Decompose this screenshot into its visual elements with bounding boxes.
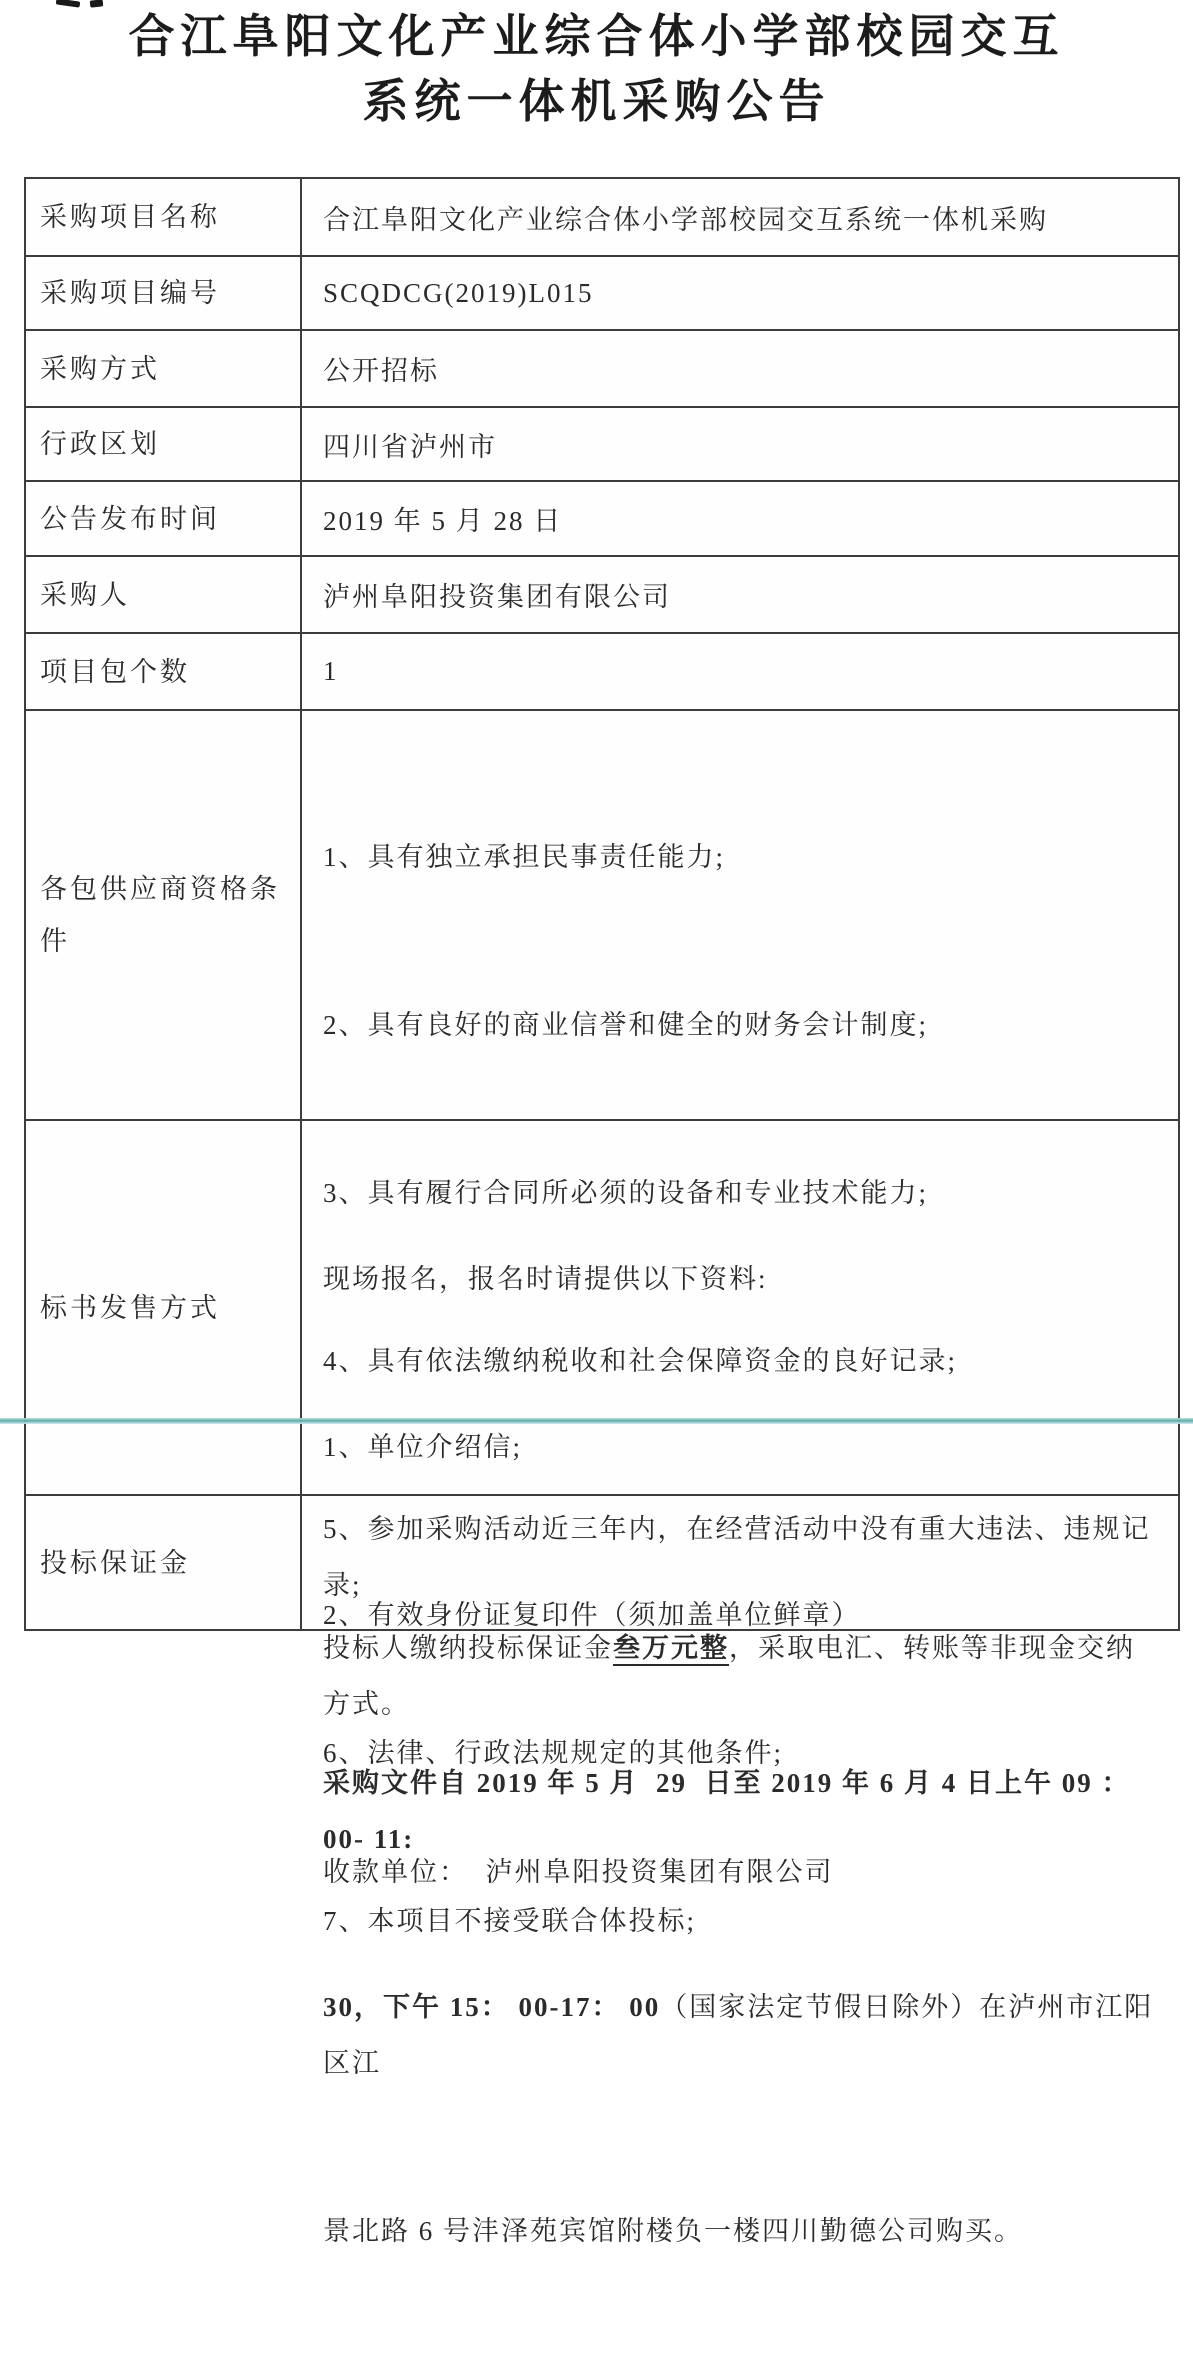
row-label-procurement-method: 采购方式 [26, 331, 302, 408]
qualification-item: 6、法律、行政法规规定的其他条件; [323, 1738, 784, 1768]
bid-sale-line: 2、有效身份证复印件（须加盖单位鲜章） [323, 1600, 861, 1630]
qualification-item: 3、具有履行合同所必须的设备和专业技术能力; [323, 1178, 929, 1208]
bid-sale-times-bold: 30，下午 15： 00-17： 00 [323, 1992, 661, 2022]
procurement-notice-table [24, 177, 1180, 2246]
bid-sale-line: 1、单位介绍信; [323, 1432, 523, 1462]
qualification-item: 1、具有独立承担民事责任能力; [323, 842, 726, 872]
page-title [0, 4, 1193, 134]
deposit-prefix: 投标人缴纳投标保证金 [323, 1633, 613, 1663]
row-label-bid-deposit: 投标保证金 [26, 1496, 302, 1629]
row-label-administrative-region: 行政区划 [26, 408, 302, 482]
row-label-bid-sale-method: 标书发售方式 [26, 1121, 302, 1496]
row-label-project-number: 采购项目编号 [26, 257, 302, 331]
row-value-administrative-region: 四川省泸州市 [302, 408, 1178, 482]
bid-sale-line: 现场报名，报名时请提供以下资料: [323, 1264, 768, 1294]
row-value-procurement-method: 公开招标 [302, 331, 1178, 408]
bid-sale-line-address: 景北路 6 号沣泽苑宾馆附楼负一楼四川勤德公司购买。 [323, 2216, 1023, 2246]
page-title-line1: 合江阜阳文化产业综合体小学部校园交互 [128, 11, 1065, 62]
row-value-package-count: 1 [302, 634, 1178, 711]
qualification-item: 7、本项目不接受联合体投标; [323, 1906, 697, 1936]
deposit-line-payee: 收款单位： 泸州阜阳投资集团有限公司 [323, 1857, 834, 1887]
row-label-supplier-qualifications: 各包供应商资格条件 [26, 711, 302, 1121]
row-value-project-name: 合江阜阳文化产业综合体小学部校园交互系统一体机采购 [302, 179, 1178, 257]
row-label-announcement-date: 公告发布时间 [26, 482, 302, 557]
deposit-suffix: ，采取电汇、转账等非现金交纳方式。 [323, 1633, 1135, 1719]
row-label-project-name: 采购项目名称 [26, 179, 302, 257]
qualification-item: 2、具有良好的商业信誉和健全的财务会计制度; [323, 1010, 929, 1040]
bid-sale-line-dates: 采购文件自 2019 年 5 月 29 日至 2019 年 6 月 4 日上午 09 ： 00- 11: [323, 1768, 1140, 1854]
row-label-purchaser: 采购人 [26, 557, 302, 634]
row-value-announcement-date: 2019 年 5 月 28 日 [302, 482, 1178, 557]
row-value-purchaser: 泸州阜阳投资集团有限公司 [302, 557, 1178, 634]
bid-sale-times-note: （国家法定节假日除外）在泸州市江阳区江 [323, 1992, 1154, 2078]
qualification-item: 4、具有依法缴纳税收和社会保障资金的良好记录; [323, 1346, 958, 1376]
row-value-project-number: SCQDCG(2019)L015 [302, 257, 1178, 331]
row-label-package-count: 项目包个数 [26, 634, 302, 711]
qualification-item: 5、参加采购活动近三年内，在经营活动中没有重大违法、违规记录; [323, 1514, 1151, 1600]
page-title-line2: 系统一体机采购公告 [362, 76, 831, 127]
deposit-amount: 叁万元整 [613, 1633, 729, 1663]
deposit-line-amount [323, 1620, 1162, 1732]
